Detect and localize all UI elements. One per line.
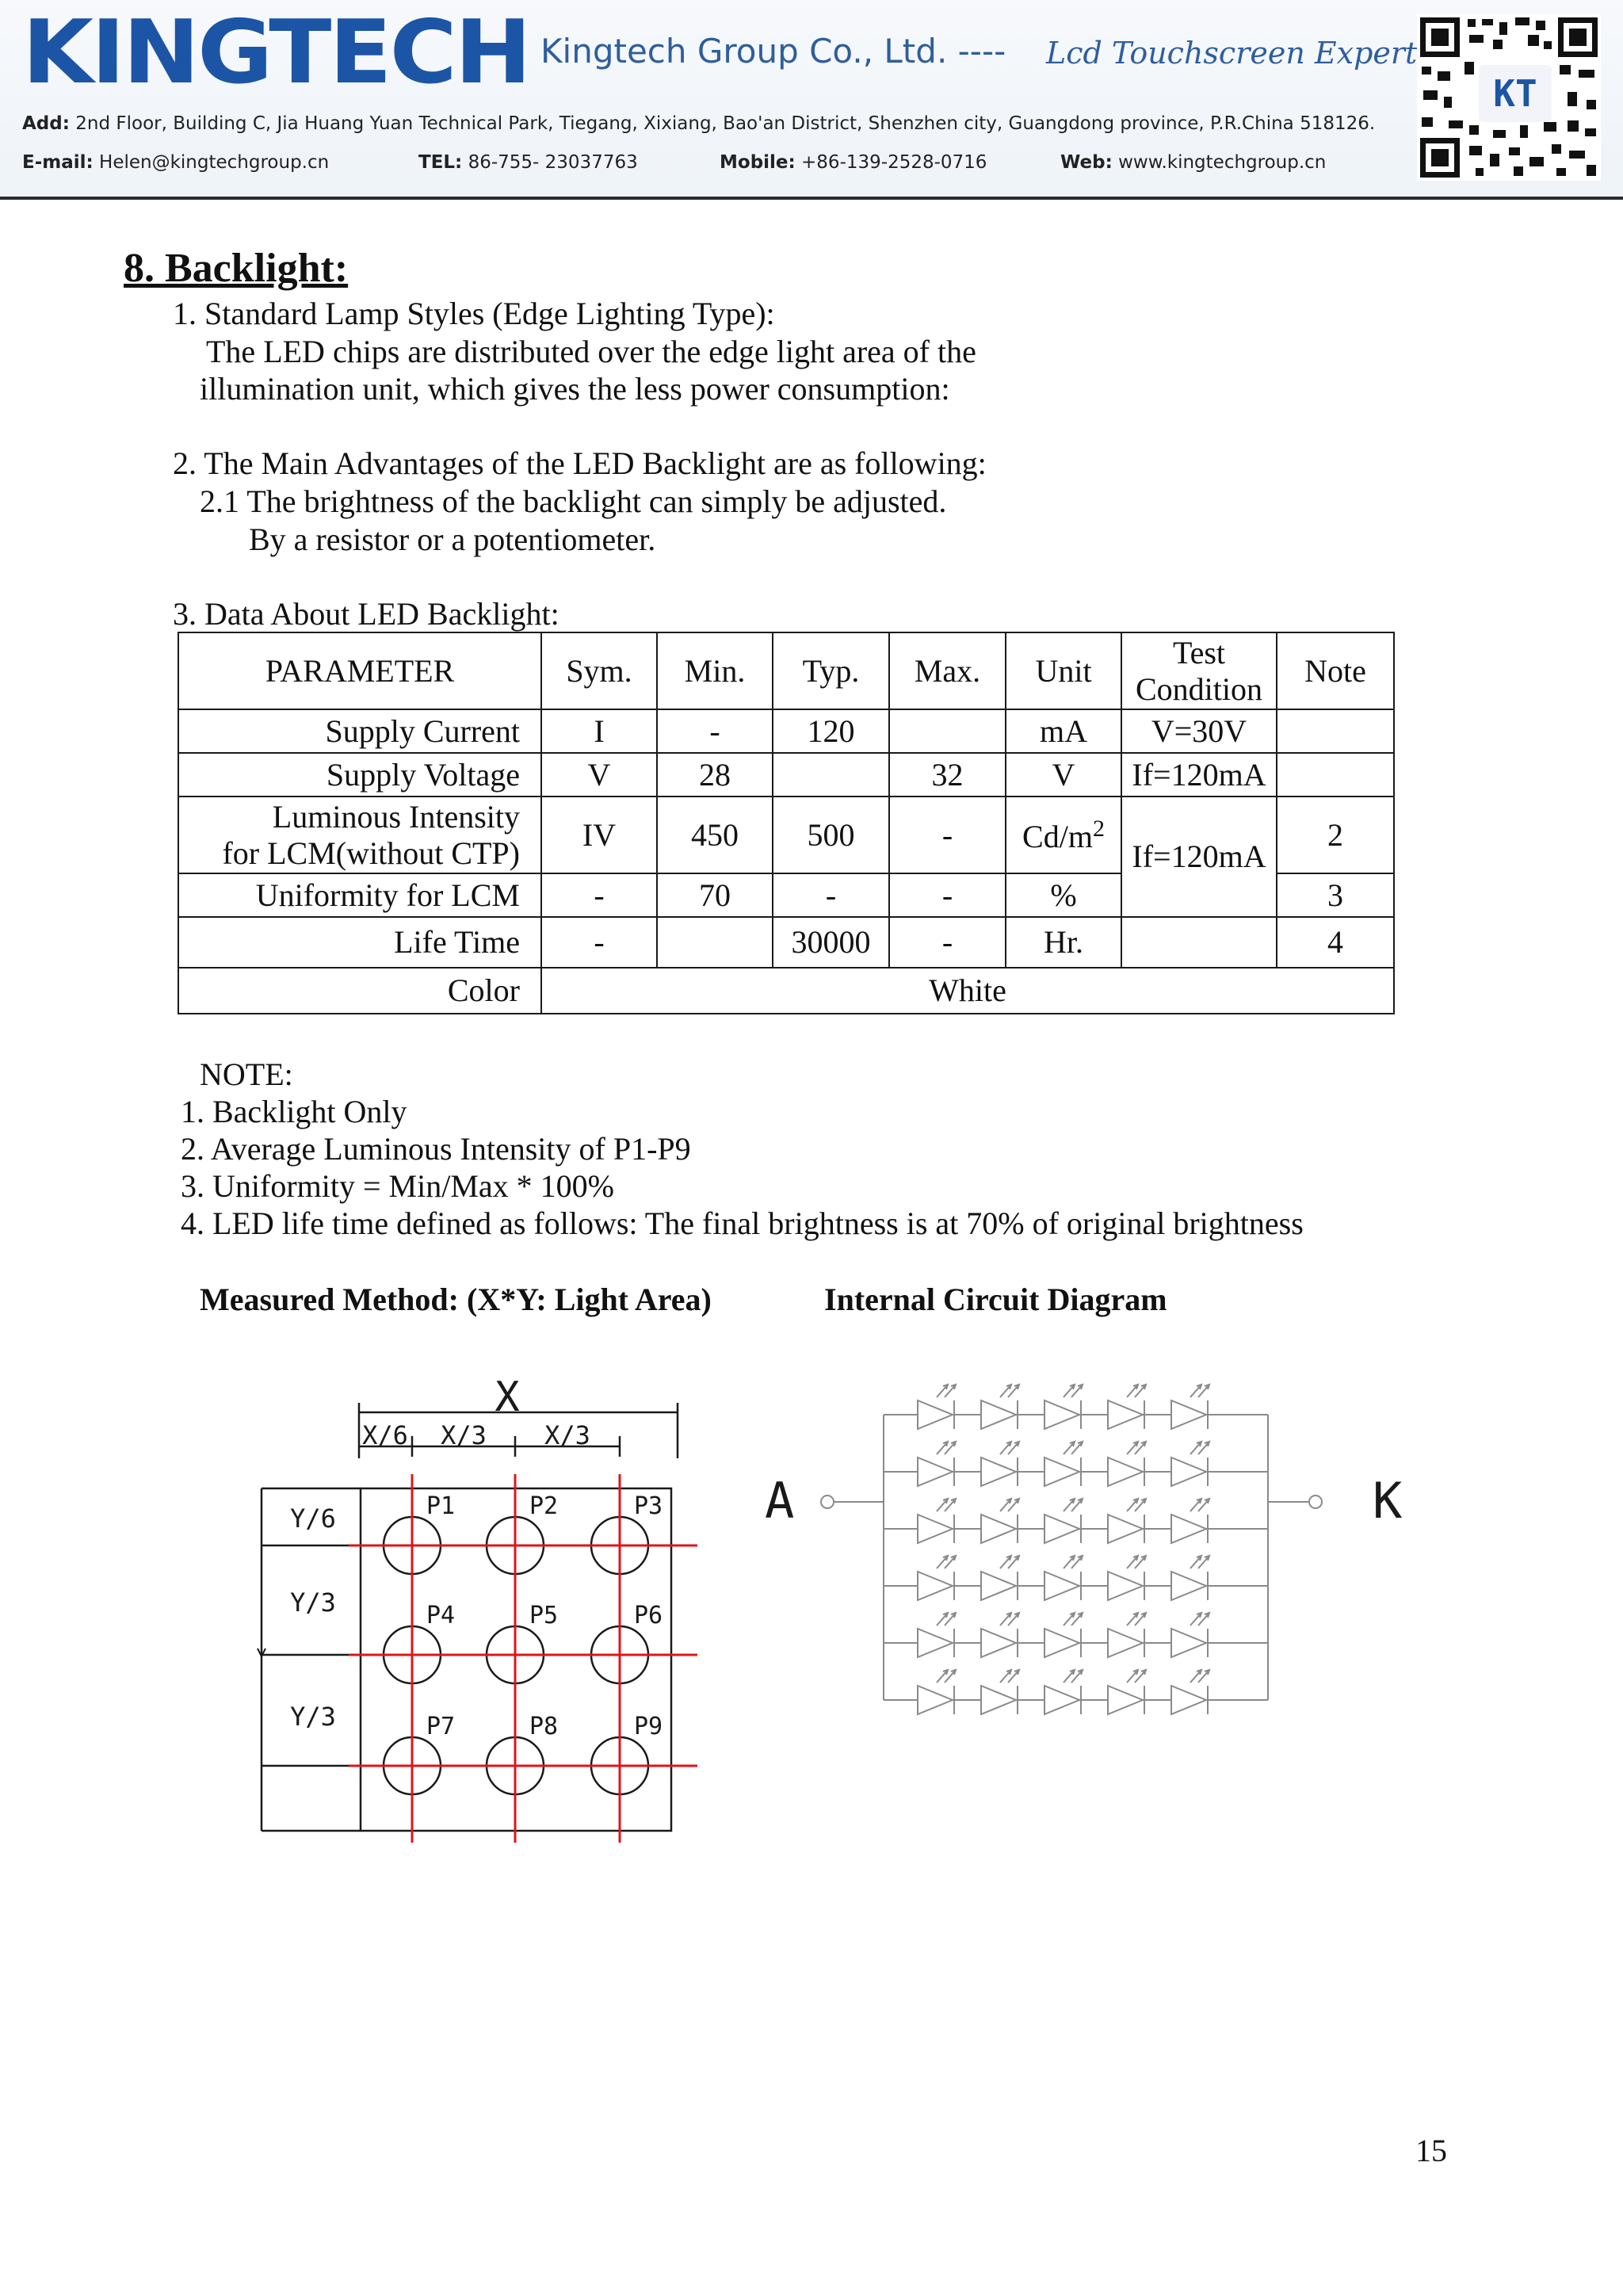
company-slogan: Lcd Touchscreen Expert [1046, 36, 1418, 71]
led-diode [918, 1613, 956, 1657]
cell-unit: Hr. [1006, 917, 1121, 968]
tel-value: 86-755- 23037763 [468, 152, 638, 173]
cell-max: - [889, 917, 1006, 968]
led-diode [981, 1670, 1019, 1714]
notes-title: NOTE: [200, 1056, 293, 1092]
led-diode [981, 1499, 1019, 1543]
led-diode [1044, 1670, 1083, 1714]
note-item: 3. Uniformity = Min/Max * 100% [181, 1168, 614, 1204]
address-text: 2nd Floor, Building C, Jia Huang Yuan Technical Park, Tiegang, Xixiang, Bao'an District, Shenzhen city, Guangdong province, P.R.China 518126. [75, 113, 1376, 134]
led-diode [1044, 1556, 1083, 1600]
header-typ: Typ. [773, 632, 889, 709]
measure-point-label: P4 [426, 1602, 456, 1629]
led-diode [1044, 1385, 1083, 1429]
item3-title: 3. Data About LED Backlight: [173, 596, 559, 632]
cell-max: 32 [889, 753, 1006, 797]
measure-point-label: P1 [426, 1492, 456, 1520]
led-diode [1171, 1670, 1209, 1714]
cell-min: 70 [657, 873, 773, 917]
mobile-label: Mobile: [720, 152, 796, 173]
led-diode [981, 1613, 1019, 1657]
cell-param: Uniformity for LCM [178, 873, 541, 917]
note-item: 1. Backlight Only [181, 1094, 407, 1129]
cell-sym: - [541, 873, 657, 917]
cell-param: Supply Voltage [178, 753, 541, 797]
cell-unit: mA [1006, 709, 1121, 753]
header-parameter: PARAMETER [178, 632, 541, 709]
measure-point-label: P5 [529, 1602, 559, 1629]
measure-point-label: P6 [634, 1602, 663, 1629]
cell-typ: 120 [773, 709, 889, 753]
cell-typ: 30000 [773, 917, 889, 968]
led-diode [918, 1499, 956, 1543]
header-test: Test [1172, 634, 1226, 670]
led-diode [1171, 1556, 1209, 1600]
tel-label: TEL: [418, 152, 463, 173]
dim-y-part: Y/3 [290, 1702, 336, 1732]
led-diode [918, 1556, 956, 1600]
led-diode [1044, 1499, 1083, 1543]
dim-x-part: X/3 [441, 1420, 487, 1450]
led-diode [918, 1670, 956, 1714]
unit-sup: 2 [1092, 815, 1105, 842]
led-diode [981, 1556, 1019, 1600]
cell-min: 28 [657, 753, 773, 797]
cell-param: Life Time [178, 917, 541, 968]
note-item: 4. LED life time defined as follows: The final brightness is at 70% of original brightness [181, 1205, 1304, 1241]
email-label: E-mail: [22, 152, 94, 173]
address-label: Add: [22, 113, 70, 134]
cell-unit: % [1006, 873, 1121, 917]
table-row [178, 797, 1394, 873]
cell-min: 450 [657, 797, 773, 873]
cell-typ: - [773, 873, 889, 917]
cell-typ: 500 [773, 797, 889, 873]
measure-point-label: P2 [529, 1492, 559, 1520]
email-link[interactable]: Helen@kingtechgroup.cn [99, 152, 330, 173]
led-diode [981, 1442, 1019, 1486]
led-diode [1044, 1442, 1083, 1486]
led-diode [981, 1385, 1019, 1429]
cathode-terminal [1309, 1496, 1322, 1508]
internal-circuit-diagram [745, 1371, 1419, 1752]
cell-sym: I [541, 709, 657, 753]
table-row [178, 753, 1394, 797]
led-diode [1108, 1442, 1146, 1486]
led-diode [1171, 1385, 1209, 1429]
led-diode [1171, 1442, 1209, 1486]
measure-point-label: P8 [529, 1713, 559, 1740]
led-diode [918, 1442, 956, 1486]
cell-max: - [889, 873, 1006, 917]
section-title: 8. Backlight: [124, 246, 349, 291]
header-unit: Unit [1006, 632, 1121, 709]
header-max: Max. [889, 632, 1006, 709]
cell-min: - [657, 709, 773, 753]
company-logo: KINGTECH [22, 2, 529, 104]
item1-line2: illumination unit, which gives the less power consumption: [200, 371, 950, 407]
measured-method-title: Measured Method: (X*Y: Light Area) [200, 1282, 712, 1317]
header-divider [0, 197, 1623, 200]
mobile-item [720, 152, 1060, 173]
cell-sym: - [541, 917, 657, 968]
measure-point-label: P7 [426, 1713, 456, 1740]
cell-typ [773, 753, 889, 797]
backlight-spec-table [178, 632, 1395, 1014]
measured-method-diagram [238, 1379, 713, 1855]
header-sym: Sym. [541, 632, 657, 709]
cell-max: - [889, 797, 1006, 873]
led-diode [1108, 1385, 1146, 1429]
cell-param-line1: Luminous Intensity [272, 798, 520, 835]
table-row [178, 968, 1394, 1014]
company-name: Kingtech Group Co., Ltd. ---- [540, 32, 1006, 71]
item1-title: 1. Standard Lamp Styles (Edge Lighting Type): [173, 296, 775, 331]
item1-line1: The LED chips are distributed over the edge light area of the [206, 334, 976, 369]
led-diode [1108, 1670, 1146, 1714]
measure-point-label: P9 [634, 1713, 663, 1740]
led-diode [1171, 1613, 1209, 1657]
cell-note: 4 [1277, 917, 1394, 968]
item2-1b: By a resistor or a potentiometer. [249, 521, 656, 557]
led-diode [918, 1385, 956, 1429]
cell-note [1277, 753, 1394, 797]
measure-point-label: P3 [634, 1492, 663, 1520]
dim-y-part: Y/6 [290, 1503, 336, 1534]
table-row [178, 709, 1394, 753]
cell-unit [1006, 797, 1121, 873]
dim-y-part: Y/3 [290, 1587, 336, 1618]
led-diode [1108, 1499, 1146, 1543]
tel-item [418, 152, 720, 173]
cell-sym: V [541, 753, 657, 797]
circuit-diagram-title: Internal Circuit Diagram [824, 1282, 1167, 1317]
cell-condition: If=120mA [1121, 753, 1277, 797]
web-link[interactable]: www.kingtechgroup.cn [1118, 152, 1327, 173]
qr-badge: KT [1493, 72, 1537, 115]
dim-x-label: X [495, 1379, 520, 1421]
contact-line [22, 152, 1385, 173]
cell-condition: If=120mA [1121, 797, 1277, 917]
qr-code [1417, 14, 1601, 181]
cell-note: 3 [1277, 873, 1394, 917]
cell-param-line2: for LCM(without CTP) [222, 835, 520, 871]
dim-x-part: X/3 [544, 1420, 590, 1450]
mobile-value: +86-139-2528-0716 [801, 152, 987, 173]
header-min: Min. [657, 632, 773, 709]
cell-min [657, 917, 773, 968]
cell-condition: V=30V [1121, 709, 1277, 753]
led-diode [1108, 1556, 1146, 1600]
page-number: 15 [1415, 2133, 1447, 2168]
company-address [22, 113, 1375, 134]
anode-label: A [765, 1472, 795, 1530]
led-diode [1044, 1613, 1083, 1657]
letterhead [0, 0, 1623, 198]
cell-param: Supply Current [178, 709, 541, 753]
email-item [22, 152, 418, 173]
header-condition: Condition [1135, 670, 1263, 707]
unit-text: Cd/m [1022, 818, 1093, 854]
cell-note: 2 [1277, 797, 1394, 873]
led-diode [1171, 1499, 1209, 1543]
cell-color-value: White [541, 968, 1394, 1014]
cell-sym: IV [541, 797, 657, 873]
table-header-row [178, 632, 1394, 709]
cell-max [889, 709, 1006, 753]
anode-terminal [821, 1496, 834, 1508]
dim-x-part: X/6 [362, 1420, 408, 1450]
web-item [1060, 152, 1326, 173]
cell-note [1277, 709, 1394, 753]
note-item: 2. Average Luminous Intensity of P1-P9 [181, 1131, 691, 1167]
cathode-label: K [1373, 1472, 1403, 1530]
table-row [178, 917, 1394, 968]
web-label: Web: [1060, 152, 1113, 173]
header-note: Note [1277, 632, 1394, 709]
header-test-condition [1121, 632, 1277, 709]
cell-param [178, 797, 541, 873]
led-diode [1108, 1613, 1146, 1657]
cell-condition [1121, 917, 1277, 968]
item2-1: 2.1 The brightness of the backlight can simply be adjusted. [200, 483, 947, 519]
item2-title: 2. The Main Advantages of the LED Backlight are as following: [173, 445, 987, 481]
cell-unit: V [1006, 753, 1121, 797]
cell-param: Color [178, 968, 541, 1014]
